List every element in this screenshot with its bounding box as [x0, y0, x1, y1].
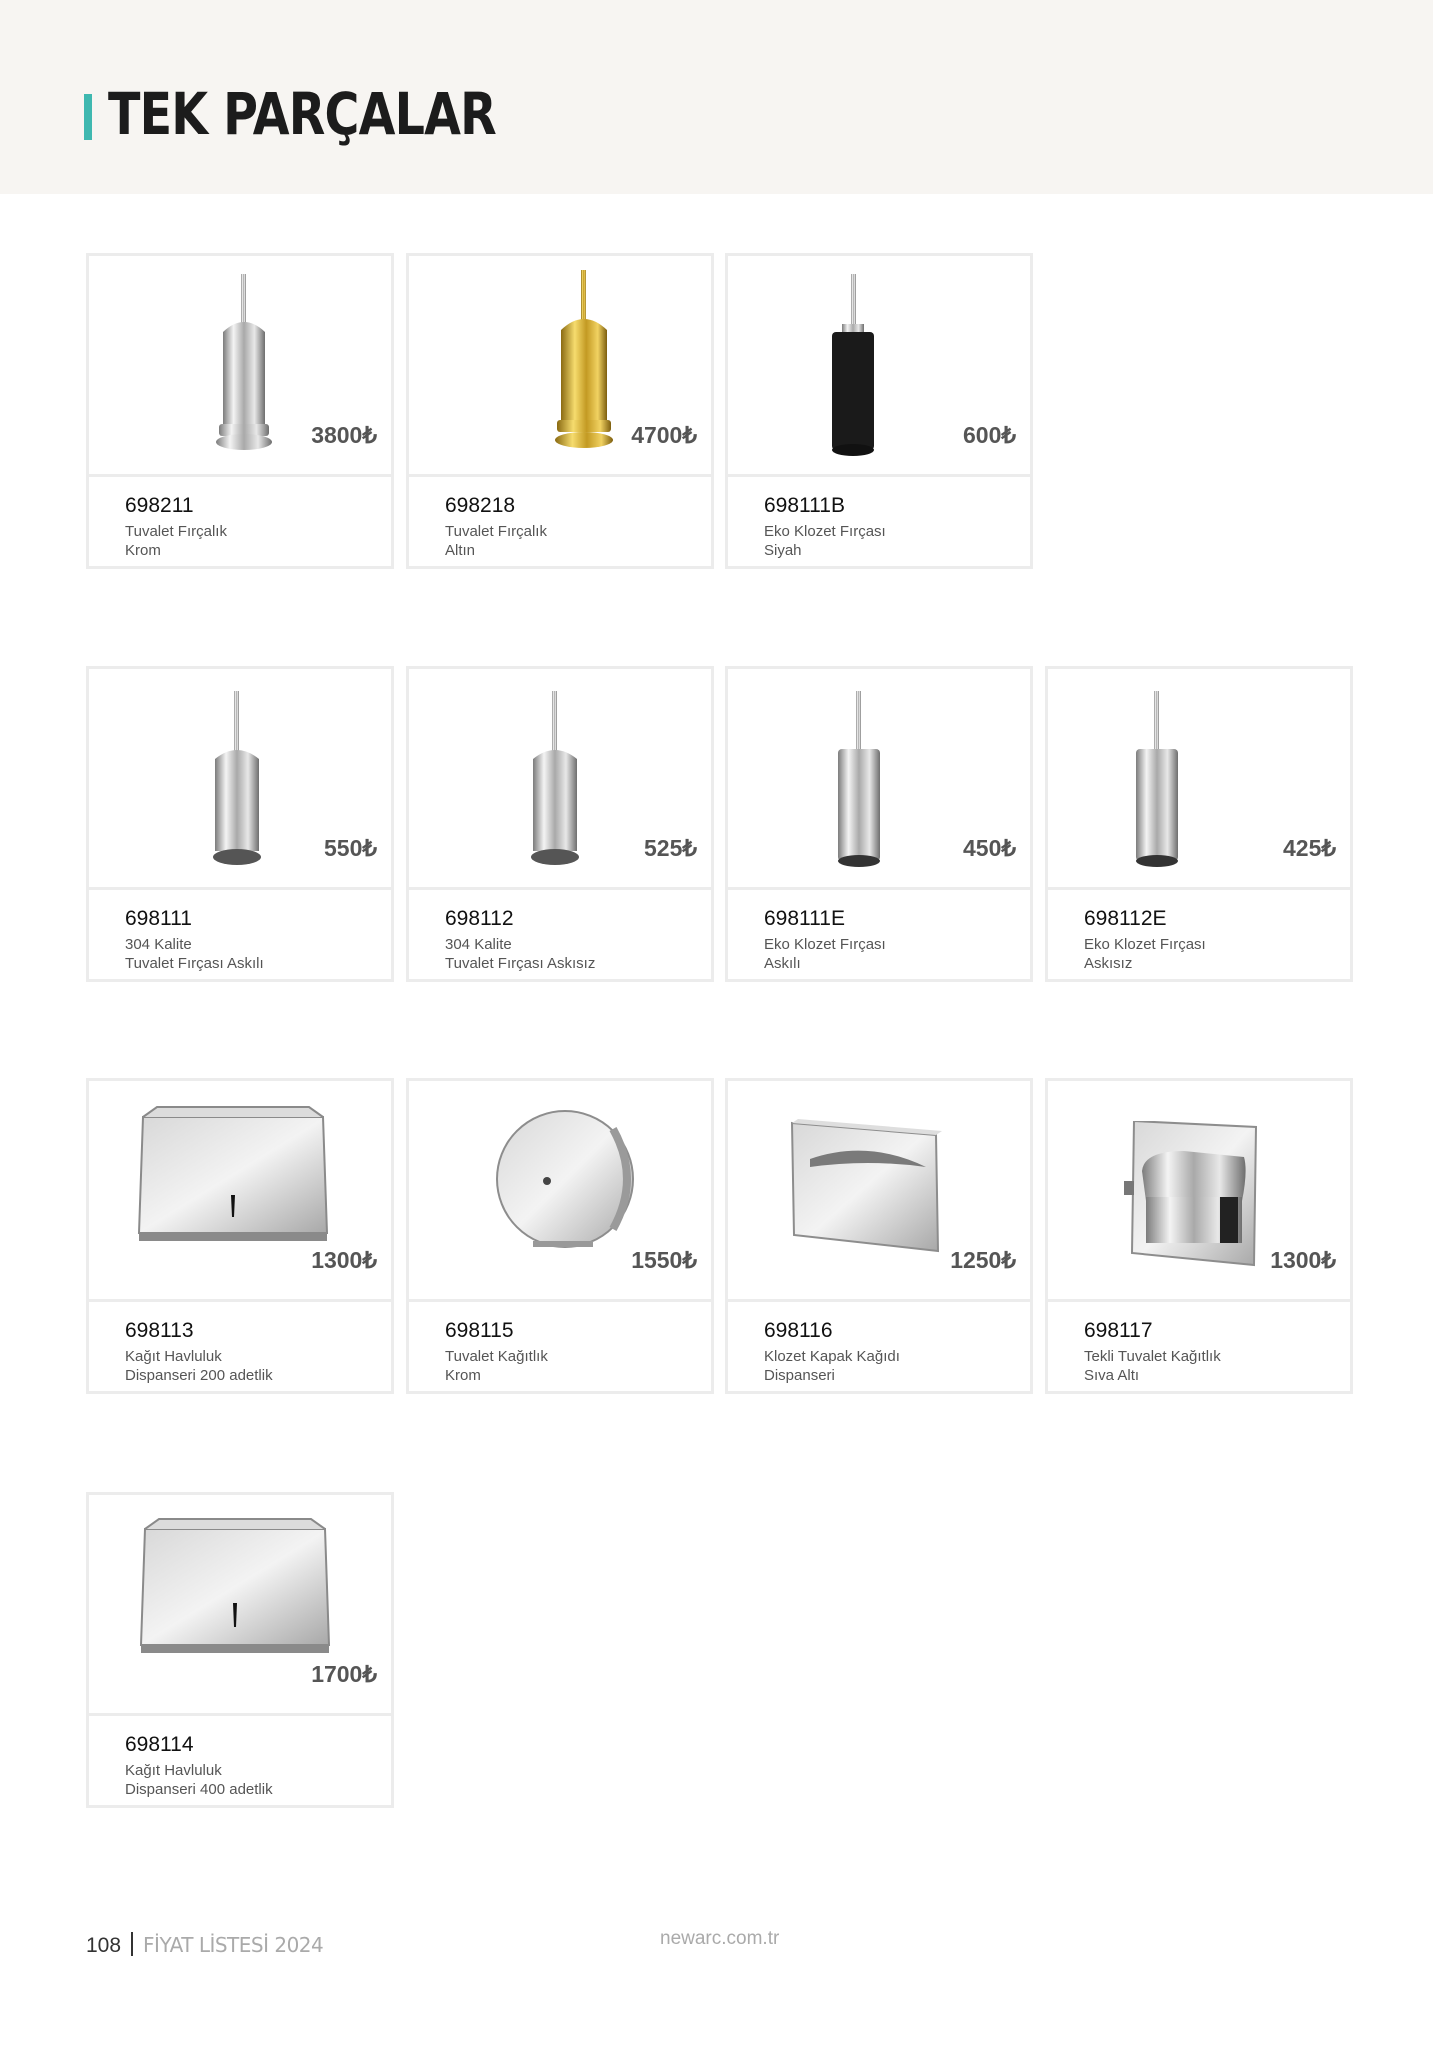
card-divider	[409, 1299, 711, 1302]
product-code: 698111E	[764, 907, 845, 930]
product-card[interactable]	[725, 1078, 1033, 1394]
paper-towel-dispenser-icon	[139, 1517, 331, 1661]
product-variant: Tuvalet Fırçası Askısız	[445, 955, 596, 972]
toilet-brush-steel-icon	[834, 691, 884, 881]
card-divider	[728, 1299, 1030, 1302]
product-card[interactable]	[1045, 666, 1353, 982]
price-label: 1300₺	[1270, 1247, 1336, 1273]
title-accent-bar	[84, 94, 92, 140]
page-number: 108	[86, 1934, 122, 1957]
product-code: 698111	[125, 907, 192, 930]
product-card[interactable]	[406, 253, 714, 569]
card-divider	[89, 1713, 391, 1716]
product-card[interactable]	[406, 666, 714, 982]
price-label: 450₺	[962, 835, 1016, 861]
toilet-brush-gold-icon	[549, 270, 619, 456]
seat-cover-dispenser-icon	[788, 1119, 948, 1255]
product-code: 698112E	[1084, 907, 1167, 930]
product-description: Tekli Tuvalet Kağıtlık	[1084, 1348, 1221, 1365]
card-divider	[728, 474, 1030, 477]
paper-towel-dispenser-icon	[137, 1105, 329, 1249]
price-label: 425₺	[1282, 835, 1336, 861]
footer-page-info	[86, 1932, 323, 1958]
card-divider	[89, 887, 391, 890]
product-code: 698114	[125, 1733, 194, 1756]
product-variant: Askısız	[1084, 955, 1133, 972]
recessed-toilet-paper-holder-icon	[1124, 1121, 1264, 1271]
price-label: 550₺	[323, 835, 377, 861]
product-variant: Tuvalet Fırçası Askılı	[125, 955, 264, 972]
product-code: 698112	[445, 907, 514, 930]
product-description: Kağıt Havluluk	[125, 1762, 222, 1779]
price-label: 1700₺	[311, 1661, 377, 1687]
product-card[interactable]	[86, 253, 394, 569]
card-divider	[728, 887, 1030, 890]
product-code: 698218	[445, 494, 516, 517]
price-label: 1550₺	[631, 1247, 697, 1273]
card-divider	[89, 474, 391, 477]
website-link[interactable]: newarc.com.tr	[660, 1928, 780, 1949]
price-label: 600₺	[962, 422, 1016, 448]
product-variant: Dispanseri 200 adetlik	[125, 1367, 273, 1384]
product-variant: Sıva Altı	[1084, 1367, 1140, 1384]
price-label: 1250₺	[950, 1247, 1016, 1273]
product-description: 304 Kalite	[445, 936, 512, 953]
product-description: Tuvalet Fırçalık	[125, 523, 227, 540]
price-label: 1300₺	[311, 1247, 377, 1273]
toilet-brush-steel-icon	[527, 691, 583, 879]
product-card[interactable]	[86, 1492, 394, 1808]
product-description: Tuvalet Kağıtlık	[445, 1348, 548, 1365]
price-label: 3800₺	[311, 422, 377, 448]
product-variant: Dispanseri 400 adetlik	[125, 1781, 273, 1798]
product-variant: Krom	[445, 1367, 481, 1384]
card-divider	[409, 887, 711, 890]
product-card[interactable]	[725, 666, 1033, 982]
product-variant: Dispanseri	[764, 1367, 835, 1384]
product-card[interactable]	[406, 1078, 714, 1394]
price-label: 525₺	[643, 835, 697, 861]
card-divider	[409, 474, 711, 477]
price-label: 4700₺	[631, 422, 697, 448]
product-description: 304 Kalite	[125, 936, 192, 953]
product-code: 698116	[764, 1319, 833, 1342]
product-variant: Altın	[445, 542, 476, 559]
toilet-brush-steel-icon	[1132, 691, 1182, 881]
product-code: 698111B	[764, 494, 845, 517]
card-divider	[1048, 1299, 1350, 1302]
footer-separator	[131, 1932, 133, 1956]
product-code: 698211	[125, 494, 194, 517]
product-code: 698117	[1084, 1319, 1153, 1342]
toilet-brush-steel-icon	[209, 691, 265, 879]
jumbo-roll-dispenser-icon	[493, 1109, 643, 1259]
page-title: TEK PARÇALAR	[108, 80, 496, 148]
product-code: 698115	[445, 1319, 514, 1342]
product-description: Klozet Kapak Kağıdı	[764, 1348, 900, 1365]
product-variant: Krom	[125, 542, 161, 559]
toilet-brush-chrome-icon	[209, 274, 279, 456]
product-variant: Siyah	[764, 542, 802, 559]
product-description: Eko Klozet Fırçası	[764, 523, 886, 540]
product-description: Eko Klozet Fırçası	[1084, 936, 1206, 953]
toilet-brush-black-icon	[824, 274, 884, 466]
product-card[interactable]	[86, 1078, 394, 1394]
publication-name: FİYAT LİSTESİ 2024	[143, 1933, 324, 1957]
product-code: 698113	[125, 1319, 194, 1342]
product-variant: Askılı	[764, 955, 801, 972]
product-description: Eko Klozet Fırçası	[764, 936, 886, 953]
product-description: Kağıt Havluluk	[125, 1348, 222, 1365]
product-description: Tuvalet Fırçalık	[445, 523, 547, 540]
product-card[interactable]	[725, 253, 1033, 569]
product-card[interactable]	[86, 666, 394, 982]
card-divider	[89, 1299, 391, 1302]
card-divider	[1048, 887, 1350, 890]
product-card[interactable]	[1045, 1078, 1353, 1394]
